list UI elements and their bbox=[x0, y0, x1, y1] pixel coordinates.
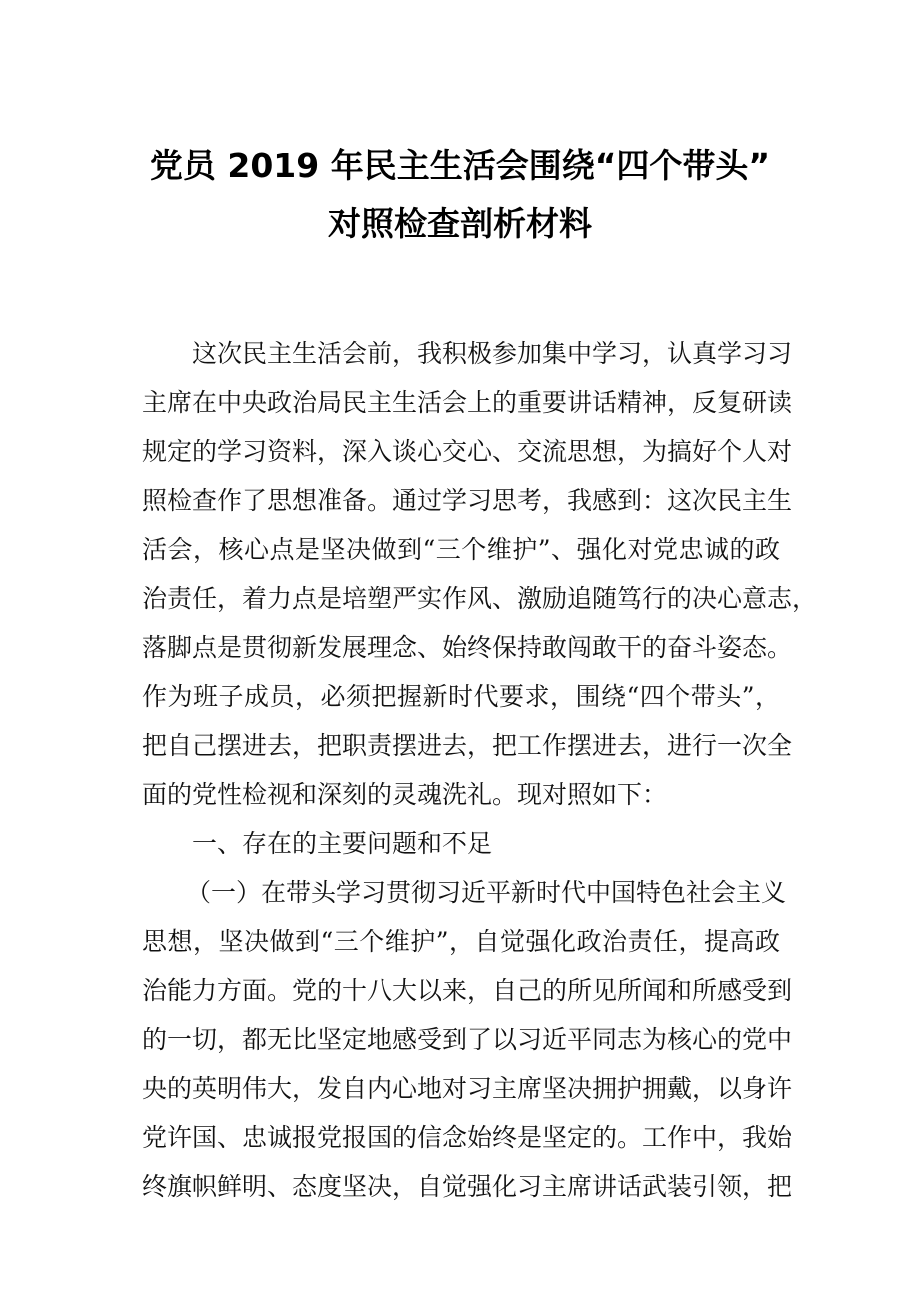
paragraph-line: 落脚点是贯彻新发展理念、始终保持敢闯敢干的奋斗姿态。 bbox=[142, 633, 793, 662]
paragraph-line: 的一切，都无比坚定地感受到了以习近平同志为核心的党中 bbox=[142, 1025, 793, 1054]
paragraph-line: 面的党性检视和深刻的灵魂洗礼。现对照如下： bbox=[142, 780, 668, 809]
paragraph-line: 党许国、忠诚报党报国的信念始终是坚定的。工作中，我始 bbox=[142, 1123, 793, 1152]
paragraph-line: 作为班子成员，必须把握新时代要求，围绕“四个带头”， bbox=[142, 682, 780, 711]
paragraph-line: 治能力方面。党的十八大以来，自己的所见所闻和所感受到 bbox=[142, 976, 793, 1005]
document-title-line-2: 对照检查剖析材料 bbox=[328, 204, 592, 243]
paragraph-line: 把自己摆进去，把职责摆进去，把工作摆进去，进行一次全 bbox=[142, 731, 793, 760]
paragraph-line: 规定的学习资料，深入谈心交心、交流思想，为搞好个人对 bbox=[142, 437, 793, 466]
paragraph-line: 照检查作了思想准备。通过学习思考，我感到：这次民主生 bbox=[142, 486, 793, 515]
paragraph-line: 思想，坚决做到“三个维护”，自觉强化政治责任，提高政 bbox=[142, 927, 780, 956]
paragraph-line: 央的英明伟大，发自内心地对习主席坚决拥护拥戴，以身许 bbox=[142, 1074, 793, 1103]
paragraph-line: 治责任，着力点是培塑严实作风、激励追随笃行的决心意志， bbox=[142, 584, 818, 613]
paragraph-line: 这次民主生活会前，我积极参加集中学习，认真学习习 bbox=[192, 339, 793, 368]
section-heading: 一、存在的主要问题和不足 bbox=[192, 829, 493, 858]
document-title-line-1: 党员 2019 年民主生活会围绕“四个带头” bbox=[149, 146, 771, 185]
subsection-heading-line: （一）在带头学习贯彻习近平新时代中国特色社会主义 bbox=[186, 878, 787, 907]
paragraph-line: 活会，核心点是坚决做到“三个维护”、强化对党忠诚的政 bbox=[142, 535, 780, 564]
paragraph-line: 终旗帜鲜明、态度坚决，自觉强化习主席讲话武装引领，把 bbox=[142, 1172, 793, 1201]
paragraph-line: 主席在中央政治局民主生活会上的重要讲话精神，反复研读 bbox=[142, 388, 793, 417]
